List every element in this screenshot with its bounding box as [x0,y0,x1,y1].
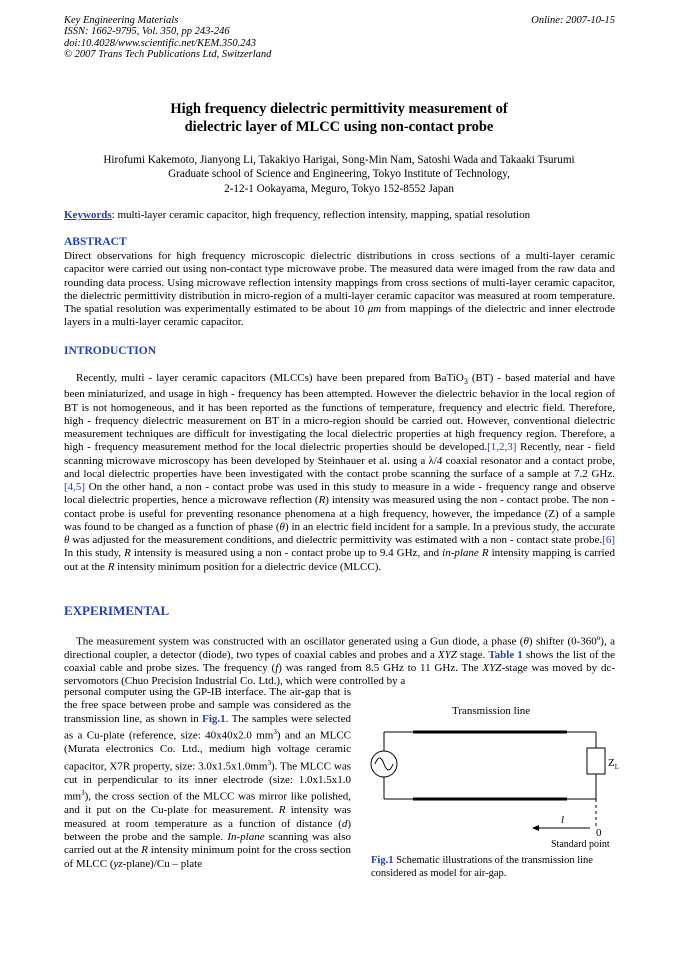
copyright: © 2007 Trans Tech Publications Ltd, Switzerland [64,48,272,60]
experimental-column-text [64,686,351,871]
journal-header [64,15,271,60]
zero-label: 0 [596,827,602,839]
exp-col-part: ) and an MLCC (Murata electronics Co. Ltd., medium high voltage ceramic capacitor, X7R property, size: 3.0x1.5x1.0mm [64,729,351,773]
introduction-heading: INTRODUCTION [64,345,157,357]
exp-symbol: XYZ [482,662,502,675]
exp-part: The measurement system was constructed with an oscillator generated using a Gun diode, a phase ( [76,635,524,648]
intro-symbol: θ [279,520,285,533]
affiliation-2: 2-12-1 Ookayama, Meguro, Tokyo 152-8552 Japan [224,182,454,195]
l-label: l [561,814,565,826]
exp-degree: o [596,634,601,642]
zl-sub: L [614,763,620,772]
experimental-text-full [64,632,615,689]
abstract-heading: ABSTRACT [64,236,127,248]
journal-name: Key Engineering Materials [64,15,179,26]
exp-symbol: R [278,804,286,817]
exp-symbol: yz [113,857,123,870]
table-1-link[interactable]: Table 1 [488,648,523,661]
exp-symbol: XYZ [437,648,457,661]
author-block [60,153,618,196]
exp-col-part: -plane)/Cu – plate [122,857,203,870]
exp-part: ) shifter (0-360 [528,635,597,648]
exp-col-part: ), the cross section of the MLCC was mirror like polished, and it put on the Cu-plate for measurement. [64,790,351,817]
citation-4-5[interactable]: [4,5] [64,481,86,494]
author-names: Hirofumi Kakemoto, Jianyong Li, Takakiyo Harigai, Song-Min Nam, Satoshi Wada and Takaaki Tsurumi [103,154,575,166]
zl-text: Z [608,757,615,769]
arrow-head [532,825,539,831]
keywords [64,208,616,222]
introduction-text [64,372,615,574]
exp-symbol: θ [523,635,529,648]
intro-sub: 3 [463,377,468,387]
citation-6[interactable]: [6] [602,534,615,547]
intro-part: intensity is measured using a non - contact probe up to 9.4 GHz, and [130,547,443,560]
title-line-1: High frequency dielectric permittivity measurement of [170,101,508,117]
intro-part: Recently, near - field scanning microwave microscopy has been developed by Steinhauer et al. using a λ/4 coaxial resonator and a contact probe, and local dielectric properties have been investigated with the contact probe scanning the surface of a sample at 7.2 GHz. [64,441,616,480]
transmission-line-label: Transmission line [452,705,531,717]
standard-point-label: Standard point [551,839,610,850]
zl-label [608,757,619,771]
intro-part: intensity mapping is carried out at the [64,547,615,573]
intro-part: In this study, [64,547,125,560]
intro-symbol: R [107,560,115,573]
intro-part: (BT) - based material and have been miniaturized, and usage in high - frequency has been attempted. However the dielectric behavior in the local region of BT is not homogeneous, and it has been reported as the functions of temperature, frequency and electric field. Therefore, high - frequency dielectric measurement on BT in a micro-region should be carried out. However, conventional dielectric measurement techniques are difficult for investigating the local dielectric properties at high frequency region. Therefore, a high - frequency measurement method for the local dielectric properties should be developed. [64,372,615,454]
abstract-tail: from mappings of the dielectric and inner electrode layers in a multi-layer ceramic capacitor. [64,303,616,329]
caption-text: Schematic illustrations of the transmission line considered as model for air-gap. [371,855,593,879]
exp-col-part: intensity minimum point for the cross section of MLCC ( [64,844,351,870]
micro-unit: μm [367,303,382,315]
title-line-2: dielectric layer of MLCC using non-contact probe [184,119,494,135]
online-date: Online: 2007-10-15 [531,15,615,26]
exp-col-part: . The samples were selected as a Cu-plate (reference, size: 40x40x2.0 mm [64,712,351,742]
exp-col-part: personal computer using the GP-IB interface. The air-gap that is the free space between probe and sample was considered as the transmission line, as shown in [64,686,351,725]
intro-symbol: R [318,494,326,507]
caption-label: Fig.1 [371,855,394,866]
load-impedance [587,748,605,774]
doi: doi:10.4028/www.scientific.net/KEM.350.243 [64,37,256,49]
intro-part: ) in an electric field incident for a sample. In a previous study, the accurate [284,520,615,533]
intro-symbol: θ [64,534,70,547]
keywords-text: : multi-layer ceramic capacitor, high frequency, reflection intensity, mapping, spatial resolution [111,209,531,221]
intro-part: ) intensity was measured using the non - contact probe. The non - contact probe is useful for preventing resonance phenomena at a high frequency, however, the impedance (Z) of a sample was found to be changed as a function of phase ( [64,494,615,533]
exp-sup: 3 [267,758,271,767]
paper-title [60,100,618,136]
exp-sup: 3 [81,789,85,798]
exp-part: stage. [456,648,489,661]
experimental-heading: EXPERIMENTAL [64,603,170,618]
transmission-line-diagram [368,700,618,850]
exp-symbol: f [275,662,279,675]
issn: ISSN: 1662-9795, Vol. 350, pp 243-246 [64,26,230,38]
exp-col-part: scanning was also carried out at the [64,831,352,857]
exp-part: -stage was moved by dc-servomotors (Chuo Precision Industrial Co. Ltd.), which were controlled by a [64,662,616,688]
exp-part: ) was ranged from 8.5 GHz to 11 GHz. The [278,662,483,675]
exp-col-part: ) between the probe and the sample. [64,817,351,844]
keywords-label[interactable]: Keywords [64,209,112,221]
abstract-text [64,250,615,330]
intro-symbol: in-plane R [442,547,489,560]
exp-symbol: R [141,844,148,857]
intro-part: On the other hand, a non - contact probe was used in this study to measure in a wide - frequency range and observe local dielectric properties, hence a microwave reflection ( [64,481,615,507]
exp-part: shows the list of the coaxial cable and probe sizes. The frequency ( [64,648,615,675]
intro-part: was adjusted for the measurement conditions, and dielectric permittivity was estimated with a non - contact state probe. [69,534,603,547]
exp-sup: 3 [273,728,277,737]
exp-symbol: In-plane [227,831,265,844]
intro-part: intensity minimum position for a dielectric device (MLCC). [114,560,382,573]
citation-1-2-3[interactable]: [1,2,3] [487,441,517,454]
intro-symbol: R [124,547,131,560]
exp-col-part: intensity was measured at room temperature as a function of distance ( [64,804,351,830]
abstract-body: Direct observations for high frequency microscopic dielectric distributions in cross sections of a multi-layer ceramic capacitor were carried out using non-contact type microwave probe. The measured data were imaged from the raw data and rounding data process. Using microwave reflection intensity mappings from cross sections of multi-layer ceramic capacitor, the dielectric permittivity distribution in micro-region of a multi-layer ceramic capacitor was measured at room temperature. The spatial resolution was experimentally estimated to be about 10 [64,250,615,315]
figure-1-caption [371,854,611,880]
intro-part: Recently, multi - layer ceramic capacitors (MLCCs) have been prepared from BaTiO [76,372,464,384]
exp-part: ), a directional coupler, a detector (diode), two types of coaxial cables and probes and a [64,635,616,661]
exp-symbol: d [341,817,348,830]
exp-col-part: ). The MLCC was cut in perpendicular to its inner electrode (size: 1.0x1.5x1.0 mm [64,760,351,803]
fig-1-link[interactable]: Fig.1 [202,712,226,725]
affiliation-1: Graduate school of Science and Engineering, Tokyo Institute of Technology, [168,168,510,181]
